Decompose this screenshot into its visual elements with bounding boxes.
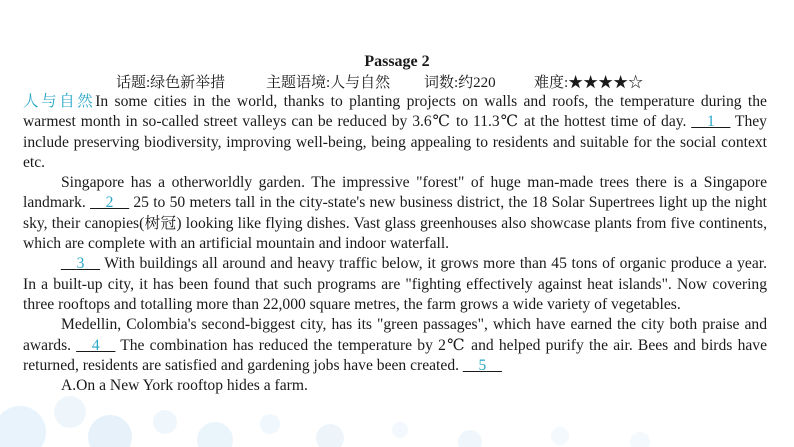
- paragraph-2-text-b: 25 to 50 meters tall in the city-state's new business district, the 18 Solar Supertrees light up the night sky, their canopies(树冠) looking like flying dishes. Vast glass greenhouses also showcase plants from five continents, which are complete with an artificial mountain and indoor waterfall.: [23, 194, 767, 253]
- paragraph-4-text-a: Medellin, Colombia's second-biggest city, has its "green passages", which have earned the city both praise and awards.: [23, 316, 767, 354]
- paragraph-2: [23, 173, 767, 254]
- paragraph-1: [23, 92, 767, 173]
- paragraph-4: [23, 315, 767, 376]
- theme-tag: 人与自然: [23, 93, 96, 110]
- paragraph-3: [23, 254, 767, 315]
- blank-5[interactable]: __5__: [462, 356, 502, 374]
- meta-topic: 话题:绿色新举措: [116, 75, 226, 91]
- option-a: A.On a New York rooftop hides a farm.: [61, 377, 308, 395]
- passage-title: Passage 2: [364, 53, 430, 70]
- blank-4[interactable]: __4__: [76, 336, 116, 354]
- meta-context: 主题语境:人与自然: [266, 75, 391, 91]
- passage-body: [23, 92, 767, 396]
- paragraph-4-text-b: The combination has reduced the temperature by 2℃ and helped purify the air. Bees and birds have returned, residents are satisfied and gardening jobs have been created.: [23, 336, 767, 374]
- paragraph-1-text-b: They include preserving biodiversity, improving well-being, being appealing to residents and suitable for the social context etc.: [23, 113, 767, 171]
- meta-word-count: 词数:约220: [424, 75, 496, 91]
- blank-3[interactable]: __3__: [61, 255, 100, 273]
- blank-1[interactable]: __1__: [691, 113, 731, 131]
- paragraph-2-text-a: Singapore has a otherworldly garden. The impressive "forest" of huge man-made trees there is a Singapore landmark.: [23, 174, 767, 212]
- blank-2[interactable]: __2__: [90, 194, 130, 212]
- meta-difficulty: 难度:★★★★☆: [534, 75, 644, 91]
- passage-meta: [116, 74, 696, 92]
- paragraph-3-text-b: With buildings all around and heavy traffic below, it grows more than 45 tons of organic produce a year. In a built-up city, it has been found that such programs are "fighting effectively against heat islands". Now covering three rooftops and totalling more than 22,000 square metres, the farm grows a wide variety of vegetables.: [23, 255, 767, 313]
- paragraph-1-text-a: In some cities in the world, thanks to planting projects on walls and roofs, the temperature during the warmest month in so-called street valleys can be reduced by 3.6℃ to 11.3℃ at the hottest time of day.: [23, 93, 767, 131]
